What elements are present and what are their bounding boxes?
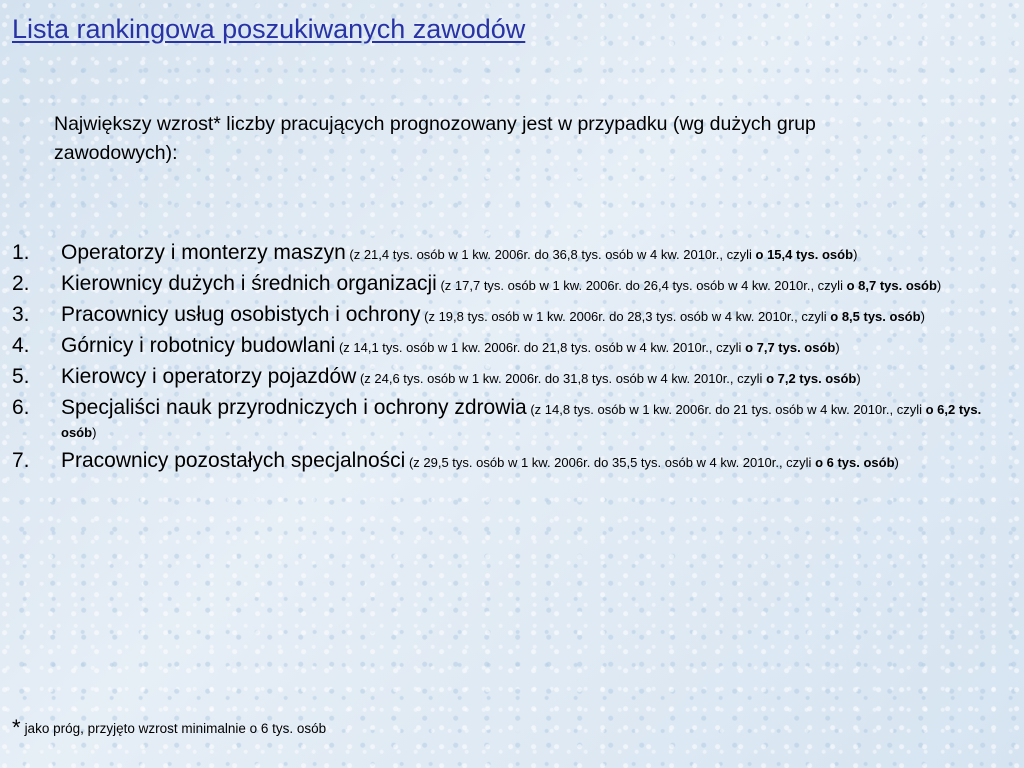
item-number: 6. <box>12 396 30 419</box>
occupation-detail: (z 24,6 tys. osób w 1 kw. 2006r. do 31,8 tys. osób w 4 kw. 2010r., czyli <box>359 371 763 386</box>
occupation-name: Operatorzy i monterzy maszyn <box>61 241 346 264</box>
footnote-asterisk: * <box>12 715 21 740</box>
intro-text: Największy wzrost* liczby pracujących prognozowany jest w przypadku (wg dużych grup zawodowych): <box>54 113 816 164</box>
occupation-detail: (z 17,7 tys. osób w 1 kw. 2006r. do 26,4 tys. osób w 4 kw. 2010r., czyli <box>440 278 843 293</box>
list-item <box>12 300 1012 329</box>
growth-value: o 7,7 tys. osób <box>745 340 836 355</box>
occupation-name: Pracownicy pozostałych specjalności <box>61 449 406 472</box>
footnote <box>12 715 326 741</box>
occupation-detail: (z 19,8 tys. osób w 1 kw. 2006r. do 28,3 tys. osób w 4 kw. 2010r., czyli <box>424 309 827 324</box>
page-title: Lista rankingowa poszukiwanych zawodów <box>12 14 526 44</box>
list-item <box>12 362 1012 391</box>
item-number: 3. <box>12 303 30 326</box>
occupation-name: Górnicy i robotnicy budowlani <box>61 334 336 357</box>
growth-value: o 6 tys. osób <box>815 455 895 470</box>
list-item <box>12 331 1012 360</box>
occupation-name: Specjaliści nauk przyrodniczych i ochrony zdrowia <box>61 396 527 419</box>
occupation-detail: (z 29,5 tys. osób w 1 kw. 2006r. do 35,5 tys. osób w 4 kw. 2010r., czyli <box>408 455 812 470</box>
occupation-name: Kierownicy dużych i średnich organizacji <box>61 272 437 295</box>
occupation-name: Pracownicy usług osobistych i ochrony <box>61 303 421 326</box>
list-item <box>12 269 1012 298</box>
occupation-detail: (z 21,4 tys. osób w 1 kw. 2006r. do 36,8 tys. osób w 4 kw. 2010r., czyli <box>349 247 752 262</box>
item-number: 1. <box>12 241 30 264</box>
item-number: 4. <box>12 334 30 357</box>
close-paren: ) <box>856 371 861 386</box>
footnote-text: jako próg, przyjęto wzrost minimalnie o 6 tys. osób <box>24 721 327 736</box>
growth-value: o 8,5 tys. osób <box>830 309 921 324</box>
occupation-name: Kierowcy i operatorzy pojazdów <box>61 365 357 388</box>
growth-value: o 15,4 tys. osób <box>755 247 854 262</box>
occupation-detail: (z 14,8 tys. osób w 1 kw. 2006r. do 21 tys. osób w 4 kw. 2010r., czyli <box>530 402 922 417</box>
list-item <box>12 393 1012 444</box>
close-paren: ) <box>894 455 899 470</box>
close-paren: ) <box>853 247 858 262</box>
list-item <box>12 238 1012 267</box>
item-number: 5. <box>12 365 30 388</box>
close-paren: ) <box>92 425 97 440</box>
list-item <box>12 446 1012 475</box>
growth-value: o 8,7 tys. osób <box>846 278 937 293</box>
item-number: 7. <box>12 449 30 472</box>
occupation-detail: (z 14,1 tys. osób w 1 kw. 2006r. do 21,8 tys. osób w 4 kw. 2010r., czyli <box>338 340 742 355</box>
close-paren: ) <box>936 278 942 293</box>
growth-value: o 7,2 tys. osób <box>766 371 857 386</box>
item-number: 2. <box>12 272 30 295</box>
close-paren: ) <box>920 309 925 324</box>
close-paren: ) <box>835 340 840 355</box>
ranking-list <box>12 238 1012 477</box>
growth-value: o 6,2 tys. osób <box>61 402 982 440</box>
